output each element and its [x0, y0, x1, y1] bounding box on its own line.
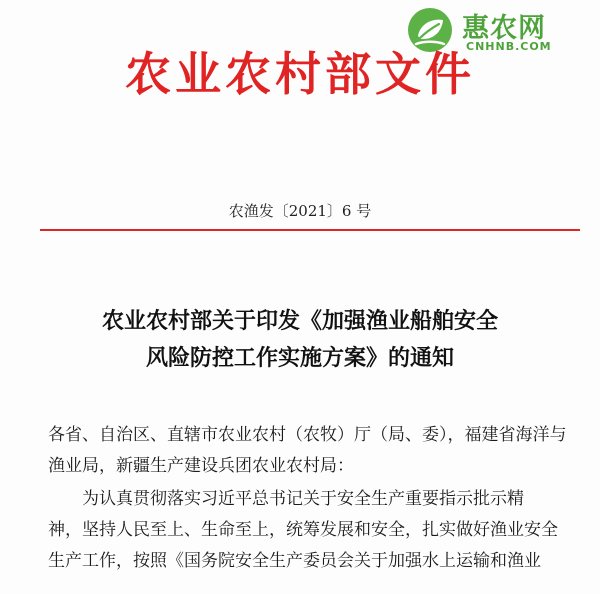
- watermark-brand-en: CNHNB.COM: [466, 40, 552, 53]
- addressee-line-1: 各省、自治区、直辖市农业农村（农牧）厅（局、委），福建省海洋与: [48, 425, 567, 445]
- document-title-line-1: 农业农村部关于印发《加强渔业船舶安全: [101, 308, 498, 334]
- paragraph-line-1: 为认真贯彻落实习近平总书记关于安全生产重要指示批示精: [82, 489, 524, 509]
- document-title: [0, 303, 600, 377]
- document-number: 农渔发〔2021〕6 号: [228, 202, 372, 220]
- body-paragraph: [48, 484, 588, 577]
- document-header: 农业农村部文件: [125, 47, 475, 101]
- watermark-brand-cn: 惠农网: [462, 13, 546, 44]
- paragraph-line-3: 生产工作，按照《国务院安全生产委员会关于加强水上运输和渔业: [48, 551, 541, 571]
- paragraph-line-2: 神，坚持人民至上、生命至上，统筹发展和安全，扎实做好渔业安全: [48, 520, 558, 540]
- document-title-line-2: 风险防控工作实施方案》的通知: [145, 345, 454, 371]
- addressee-line-2: 渔业局，新疆生产建设兵团农业农村局：: [48, 456, 354, 476]
- addressee-block: [48, 420, 588, 482]
- red-divider-line: [40, 229, 580, 231]
